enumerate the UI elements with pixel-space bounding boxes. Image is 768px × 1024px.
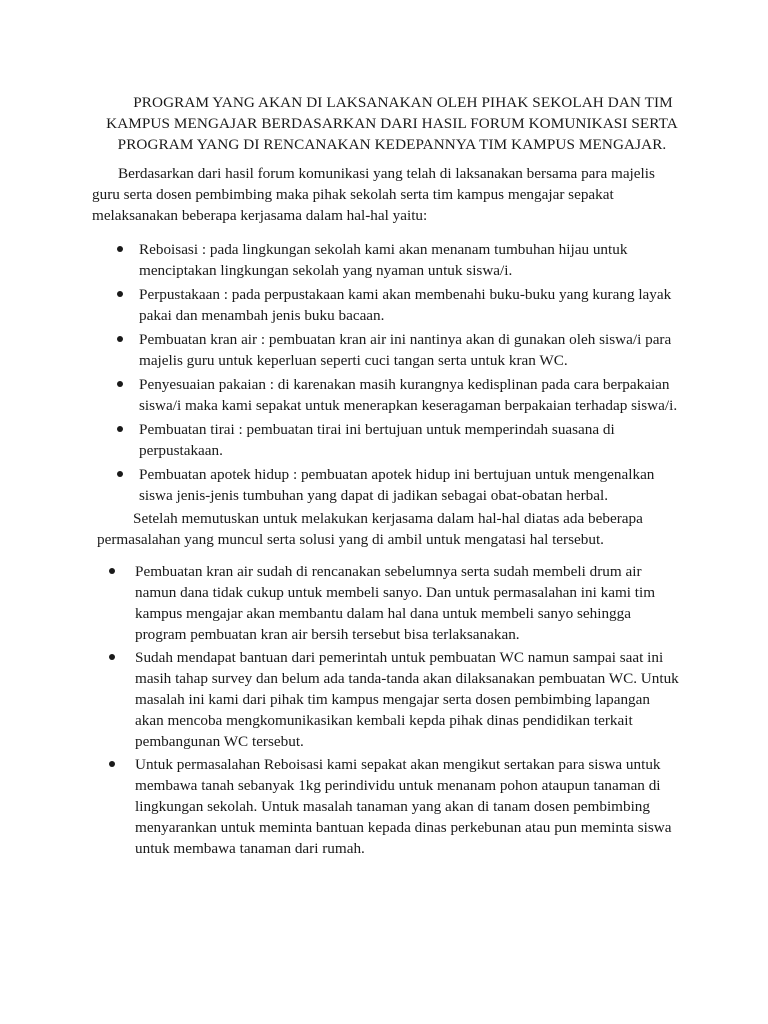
list-item-line: Reboisasi : pada lingkungan sekolah kami akan menanam tumbuhan hijau untuk [139,241,628,258]
bullet-icon [117,426,123,432]
list-item-line: Perpustakaan : pada perpustakaan kami akan membenahi buku-buku yang kurang layak [139,286,672,303]
problems-intro-paragraph [92,508,692,550]
list-item-line: masih tahap survey dan belum ada tanda-tanda akan dilaksanakan pembuatan WC. Untuk [135,670,679,687]
paragraph-line: Setelah memutuskan untuk melakukan kerjasama dalam hal-hal diatas ada beberapa [133,510,643,527]
bullet-icon [117,246,123,252]
list-item-line: pembangunan WC tersebut. [135,733,304,750]
program-list [117,239,677,509]
list-item-line: Pembuatan kran air : pembuatan kran air ini nantinya akan di gunakan oleh siswa/i para [139,331,672,348]
list-item-line: lingkungan sekolah. Untuk masalah tanaman yang akan di tanam dosen pembimbing [135,798,650,815]
list-item-line: menyarankan untuk meminta bantuan kepada dinas perkebunan atau pun meminta siswa [135,819,672,836]
bullet-icon [117,291,123,297]
paragraph-line: permasalahan yang muncul serta solusi yang di ambil untuk mengatasi hal tersebut. [97,531,604,548]
bullet-icon [117,471,123,477]
list-item-line: siswa jenis-jenis tumbuhan yang dapat di jadikan sebagai obat-obatan herbal. [139,487,608,504]
list-item [109,561,699,645]
list-item-line: perpustakaan. [139,442,223,459]
list-item [109,754,699,859]
list-item [117,464,677,506]
list-item-line: pakai dan menambah jenis buku bacaan. [139,307,385,324]
list-item [117,419,677,461]
list-item-line: masalah ini kami dari pihak tim kampus mengajar serta dosen pembimbing lapangan [135,691,650,708]
list-item [117,239,677,281]
list-item-line: Pembuatan apotek hidup : pembuatan apotek hidup ini bertujuan untuk mengenalkan [139,466,655,483]
bullet-icon [109,761,115,767]
list-item [109,647,699,752]
bullet-icon [109,654,115,660]
list-item-line: akan mencoba mengkomunikasikan kembali kepda pihak dinas pendidikan terkait [135,712,633,729]
title-line: PROGRAM YANG AKAN DI LAKSANAKAN OLEH PIHAK SEKOLAH DAN TIM [133,94,673,111]
solution-list [109,561,699,861]
list-item [117,329,677,371]
list-item-line: Penyesuaian pakaian : di karenakan masih kurangnya kedisplinan pada cara berpakaian [139,376,670,393]
paragraph-line: guru serta dosen pembimbing maka pihak sekolah serta tim kampus mengajar sepakat [92,186,614,203]
list-item-line: Pembuatan kran air sudah di rencanakan sebelumnya serta sudah membeli drum air [135,563,642,580]
paragraph-line: Berdasarkan dari hasil forum komunikasi yang telah di laksanakan bersama para majelis [118,165,655,182]
list-item [117,284,677,326]
paragraph-line: melaksanakan beberapa kerjasama dalam hal-hal yaitu: [92,207,428,224]
document-title [98,92,686,155]
list-item-line: Untuk permasalahan Reboisasi kami sepakat akan mengikut sertakan para siswa untuk [135,756,661,773]
title-line: PROGRAM YANG DI RENCANAKAN KEDEPANNYA TIM KAMPUS MENGAJAR. [117,136,667,153]
list-item-line: majelis guru untuk keperluan seperti cuci tangan serta untuk kran WC. [139,352,568,369]
list-item-line: siswa/i maka kami sepakat untuk menerapkan keseragaman berpakaian terhadap siswa/i. [139,397,678,414]
list-item-line: namun dana tidak cukup untuk membeli sanyo. Dan untuk permasalahan ini kami tim [135,584,656,601]
list-item-line: program pembuatan kran air bersih tersebut bisa terlaksanakan. [135,626,520,643]
list-item-line: untuk membawa tanaman dari rumah. [135,840,365,857]
intro-paragraph [92,163,692,226]
list-item-line: menciptakan lingkungan sekolah yang nyaman untuk siswa/i. [139,262,513,279]
bullet-icon [109,568,115,574]
list-item-line: membawa tanah sebanyak 1kg perindividu untuk menanam pohon ataupun tanaman di [135,777,661,794]
list-item-line: kampus mengajar akan membantu dalam hal dana untuk membeli sanyo sehingga [135,605,631,622]
bullet-icon [117,381,123,387]
bullet-icon [117,336,123,342]
list-item-line: Pembuatan tirai : pembuatan tirai ini bertujuan untuk memperindah suasana di [139,421,615,438]
title-line: KAMPUS MENGAJAR BERDASARKAN DARI HASIL FORUM KOMUNIKASI SERTA [106,115,678,132]
list-item-line: Sudah mendapat bantuan dari pemerintah untuk pembuatan WC namun sampai saat ini [135,649,664,666]
list-item [117,374,677,416]
